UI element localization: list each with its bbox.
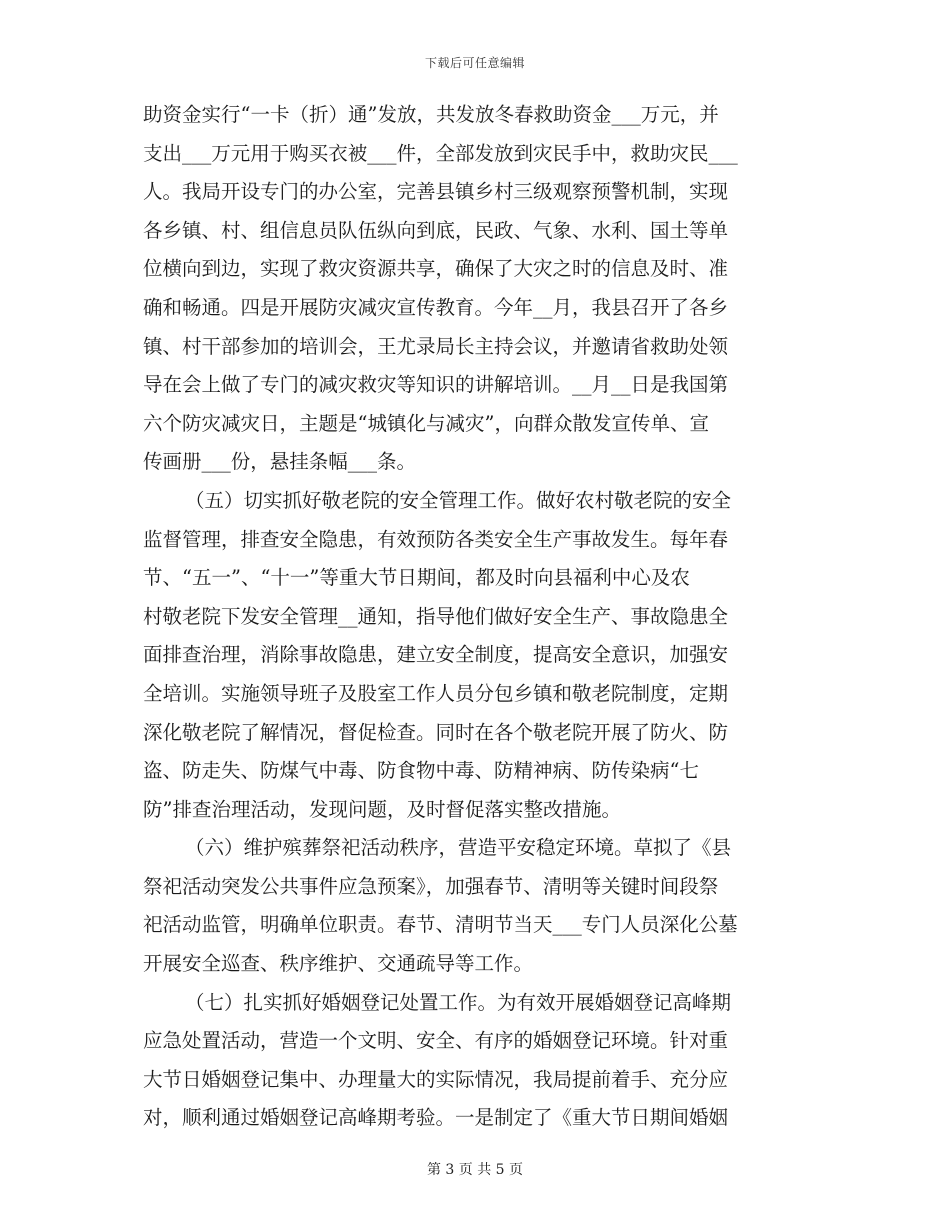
text-line: 大节日婚姻登记集中、办理量大的实际情况，我局提前着手、充分应 (143, 1067, 729, 1091)
document-body (143, 96, 808, 1138)
text-line: 传画册___份，悬挂条幅___条。 (143, 450, 417, 474)
section-heading-line: （五）切实抓好敬老院的安全管理工作。做好农村敬老院的安全 (185, 488, 732, 512)
text-line: 祀活动监管，明确单位职责。春节、清明节当天___专门人员深化公墓 (143, 913, 738, 937)
text-line: 导在会上做了专门的减灾救灾等知识的讲解培训。__月__日是我国第 (143, 373, 729, 397)
text-line: 祭祀活动突发公共事件应急预案》，加强春节、清明等关键时间段祭 (143, 874, 719, 898)
page-header: 下载后可任意编辑 (424, 56, 525, 70)
page-number: 第 3 页 共 5 页 (426, 1162, 524, 1178)
text-line: 防”排查治理活动，发现问题，及时督促落实整改措施。 (143, 797, 621, 821)
text-line: 应急处置活动，营造一个文明、安全、有序的婚姻登记环境。针对重 (143, 1029, 729, 1053)
text-line: 人。我局开设专门的办公室，完善县镇乡村三级观察预警机制，实现 (143, 180, 729, 204)
text-line: 盗、防走失、防煤气中毒、防食物中毒、防精神病、防传染病“七 (143, 759, 699, 783)
text-line: 监督管理，排查安全隐患，有效预防各类安全生产事故发生。每年春 (143, 527, 729, 551)
text-line: 全培训。实施领导班子及股室工作人员分包乡镇和敬老院制度，定期 (143, 681, 729, 705)
text-line: 镇、村干部参加的培训会，王尤录局长主持会议，并邀请省救助处领 (143, 334, 729, 358)
section-heading-line: （七）扎实抓好婚姻登记处置工作。为有效开展婚姻登记高峰期 (185, 990, 732, 1014)
section-heading-line: （六）维护殡葬祭祀活动秩序，营造平安稳定环境。草拟了《县 (185, 836, 732, 860)
text-line: 对，顺利通过婚姻登记高峰期考验。一是制定了《重大节日期间婚姻 (143, 1106, 729, 1130)
text-line: 面排查治理，消除事故隐患，建立安全制度，提高安全意识，加强安 (143, 643, 729, 667)
text-line: 各乡镇、村、组信息员队伍纵向到底，民政、气象、水利、国土等单 (143, 218, 729, 242)
text-line: 节、“五一”、“十一”等重大节日期间，都及时向县福利中心及农 (143, 566, 690, 590)
text-line: 位横向到边，实现了救灾资源共享，确保了大灾之时的信息及时、准 (143, 257, 729, 281)
text-line: 助资金实行“一卡（折）通”发放，共发放冬春救助资金___万元，并 (143, 103, 719, 126)
text-line: 村敬老院下发安全管理__通知，指导他们做好安全生产、事故隐患全 (143, 604, 729, 628)
text-line: 确和畅通。四是开展防灾减灾宣传教育。今年__月，我县召开了各乡 (143, 295, 729, 319)
text-line: 深化敬老院了解情况，督促检查。同时在各个敬老院开展了防火、防 (143, 720, 729, 744)
text-line: 支出___万元用于购买衣被___件，全部发放到灾民手中，救助灾民___ (143, 141, 738, 165)
text-line: 开展安全巡查、秩序维护、交通疏导等工作。 (143, 952, 534, 976)
text-line: 六个防灾减灾日，主题是“城镇化与减灾”，向群众散发宣传单、宣 (143, 411, 709, 435)
